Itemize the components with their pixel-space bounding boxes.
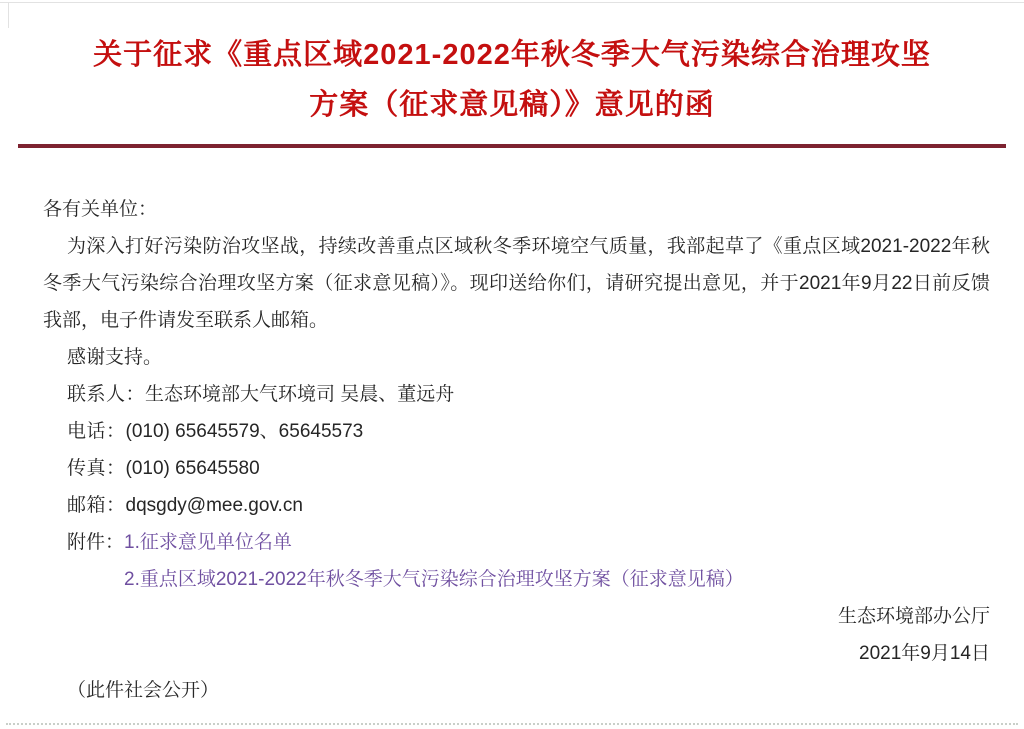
contact-person-label: 联系人： <box>67 384 146 405</box>
signature-block <box>43 598 990 672</box>
main-paragraph: 为深入打好污染防治攻坚战，持续改善重点区域秋冬季环境空气质量，我部起草了《重点区域2021-2022年秋冬季大气污染综合治理攻坚方案（征求意见稿）》。现印送给你们，请研究提出意见，并于2021年9月22日前反馈我部，电子件请发至联系人邮箱。 <box>43 236 990 331</box>
signature-date: 2021年9月14日 <box>859 643 990 664</box>
public-disclosure-note: （此件社会公开） <box>67 680 220 701</box>
fax-line <box>43 450 990 487</box>
email-value: dqsgdy@mee.gov.cn <box>125 495 303 516</box>
fax-value: (010) 65645580 <box>125 458 260 479</box>
title-divider-rule <box>18 144 1006 148</box>
document-body <box>0 191 1024 709</box>
attachments-list <box>124 524 990 598</box>
email-label: 邮箱： <box>67 495 126 516</box>
signature-agency: 生态环境部办公厅 <box>837 606 990 627</box>
top-left-corner-tick <box>8 2 9 28</box>
phone-label: 电话： <box>67 421 126 442</box>
phone-line <box>43 413 990 450</box>
document-title-line-2: 方案（征求意见稿）》意见的函 <box>309 89 715 121</box>
salutation: 各有关单位： <box>43 199 158 220</box>
top-edge-divider <box>0 2 1024 3</box>
attachments-label: 附件： <box>67 532 125 553</box>
attachments-block <box>67 524 990 598</box>
bottom-divider <box>6 723 1018 725</box>
contact-person-line <box>43 376 990 413</box>
document-title-line-1: 关于征求《重点区域2021-2022年秋冬季大气污染综合治理攻坚 <box>93 39 931 71</box>
thanks-line: 感谢支持。 <box>67 347 163 368</box>
email-line <box>43 487 990 524</box>
attachment-link-1[interactable]: 1.征求意见单位名单 <box>124 532 292 553</box>
phone-value: (010) 65645579、65645573 <box>125 421 364 442</box>
attachment-link-2[interactable]: 2.重点区域2021-2022年秋冬季大气污染综合治理攻坚方案（征求意见稿） <box>124 569 744 590</box>
contact-person-value: 生态环境部大气环境司 吴晨、董远舟 <box>145 384 455 405</box>
document-title <box>58 30 966 130</box>
fax-label: 传真： <box>67 458 126 479</box>
